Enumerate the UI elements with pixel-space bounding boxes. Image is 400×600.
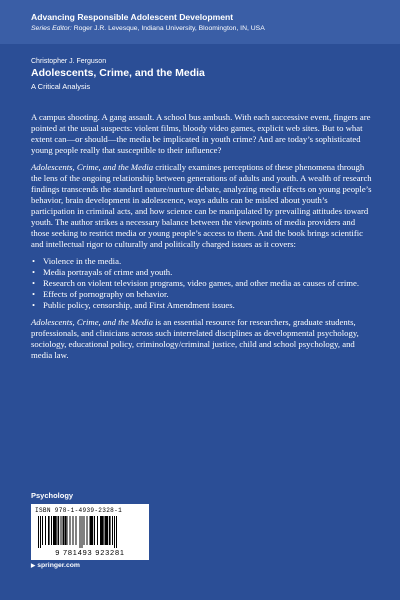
barcode-bar: [65, 516, 67, 545]
barcode-bar: [51, 516, 52, 545]
barcode-bar: [112, 516, 113, 545]
back-cover-blurb: [31, 112, 373, 367]
barcode-bar: [84, 516, 85, 545]
publisher-website: [31, 561, 80, 571]
barcode-bar: [94, 516, 95, 545]
barcode-bar: [116, 516, 117, 548]
list-item: • Media portrayals of crime and youth.: [41, 267, 373, 278]
barcode-bar: [76, 516, 77, 545]
book-author: Christopher J. Ferguson: [31, 58, 107, 65]
barcode-bar: [58, 516, 60, 545]
barcode-digits: 9 781493 923281: [55, 548, 125, 557]
barcode-bar: [42, 516, 43, 545]
list-item: • Effects of pornography on behavior.: [41, 289, 373, 300]
barcode-bar: [61, 516, 62, 545]
barcode-bar: [107, 516, 109, 545]
list-item: • Research on violent television programs, video games, and other media as causes of crime.: [41, 278, 373, 289]
barcode-bar: [55, 516, 57, 545]
barcode-bar: [48, 516, 50, 545]
barcode-bar: [82, 516, 83, 548]
barcode-bar: [63, 516, 65, 545]
barcode-bar: [105, 516, 107, 545]
blurb-paragraph-2-text: critically examines perceptions of these phenomena through the lens of the ongoing relationship between generations of adults and youth. A wealth of research findings transcends the standard nature/nurture debate, analyzing media effects on young people’s behavior, brain development in adolescence, ways adults can be misled about youth’s participation in criminal acts, and how science can be manipulated by prevailing attitudes toward youth. The author strikes a necessary balance between the viewpoints of media providers and those seeking to restrict media or young people’s access to them. And the book brings scientific and intellectual rigor to culturally and politically charged issues as it covers:: [31, 162, 372, 249]
barcode-bar: [70, 516, 71, 545]
subject-category: Psychology: [31, 491, 74, 500]
isbn-label: ISBN 978-1-4939-2328-1: [35, 507, 123, 514]
blurb-book-title: Adolescents, Crime, and the Media: [31, 162, 154, 172]
blurb-paragraph-2: [31, 162, 373, 250]
blurb-paragraph-3-text: is an essential resource for researchers, graduate students, professionals, and clinicians across such interrelated disciplines as developmental psychology, sociology, educational policy, criminology/criminal justice, child and school psychology, and media law.: [31, 317, 359, 360]
blurb-book-title: Adolescents, Crime, and the Media: [31, 317, 154, 327]
barcode-bar: [87, 516, 88, 545]
barcode-bar: [40, 516, 41, 548]
isbn-barcode-box: [31, 504, 149, 560]
barcode-icon: [38, 516, 142, 548]
series-title: Advancing Responsible Adolescent Development: [31, 12, 234, 22]
website-url: springer.com: [37, 562, 80, 569]
barcode-bar: [67, 516, 68, 545]
blurb-paragraph-1: A campus shooting. A gang assault. A school bus ambush. With each successive event, fingers are pointed at the usual suspects: violent films, bloody video games, explicit web sites. But to what extent can—or should—the media be implicated in youth crime? And are today’s sophisticated young people really that susceptible to their influence?: [31, 112, 371, 155]
arrow-icon: ▶: [31, 563, 36, 569]
topics-list: [31, 256, 373, 311]
book-subtitle: A Critical Analysis: [31, 82, 91, 91]
series-editor-label: Series Editor:: [31, 25, 72, 32]
barcode-bar: [90, 516, 92, 545]
barcode-bar: [45, 516, 46, 545]
list-item: • Violence in the media.: [41, 256, 373, 267]
barcode-bar: [80, 516, 81, 548]
blurb-paragraph-3: [31, 317, 373, 361]
barcode-bar: [73, 516, 74, 545]
barcode-bar: [92, 516, 94, 545]
series-editor: [31, 24, 265, 34]
barcode-bar: [114, 516, 115, 548]
series-editor-name: Roger J.R. Levesque, Indiana University, Bloomington, IN, USA: [73, 25, 265, 32]
barcode-bar: [38, 516, 39, 548]
barcode-bar: [53, 516, 55, 545]
barcode-bar: [100, 516, 102, 545]
barcode-bar: [109, 516, 111, 545]
book-title: Adolescents, Crime, and the Media: [31, 67, 205, 79]
barcode-bar: [102, 516, 104, 545]
list-item: • Public policy, censorship, and First Amendment issues.: [41, 300, 373, 311]
barcode-bar: [97, 516, 98, 545]
